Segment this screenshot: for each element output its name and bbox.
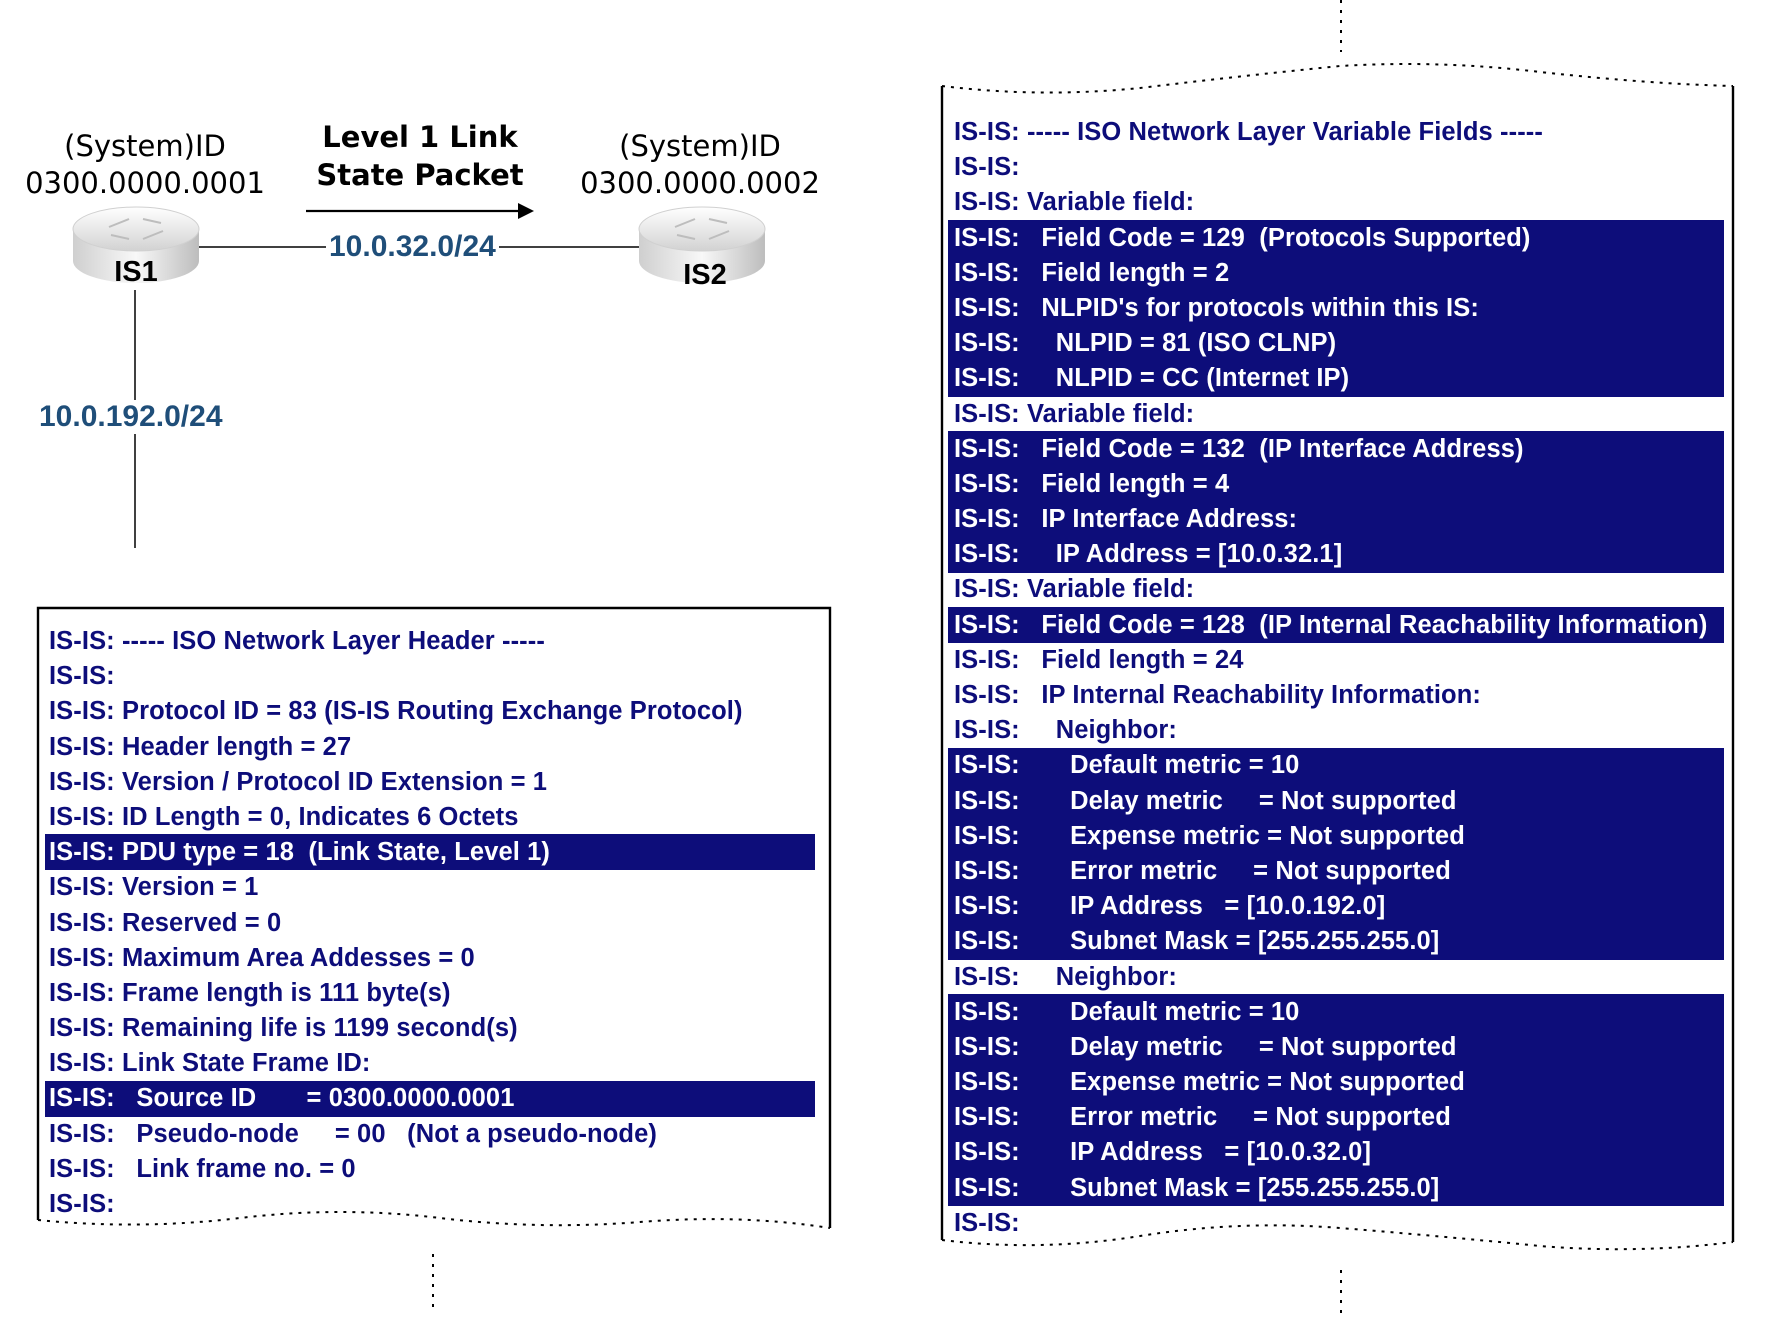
trace-text: Frame length is 111 byte(s) xyxy=(114,978,451,1007)
trace-prefix: IS-IS: xyxy=(954,856,1020,885)
trace-text: NLPID = CC (Internet IP) xyxy=(1019,364,1350,393)
trace-text: Expense metric = Not supported xyxy=(1019,821,1465,850)
highlighted-trace-line xyxy=(954,1065,1707,1100)
is2-id-caption: (System)ID xyxy=(619,129,781,163)
trace-text: Variable field: xyxy=(1019,575,1195,604)
trace-line xyxy=(954,150,1707,185)
trace-prefix: IS-IS: xyxy=(954,540,1020,569)
is2-id-value: 0300.0000.0002 xyxy=(580,166,820,200)
trace-prefix: IS-IS: xyxy=(954,1068,1020,1097)
is2-name: IS2 xyxy=(683,259,727,291)
highlighted-trace-line xyxy=(954,537,1707,572)
packet-label-line2: State Packet xyxy=(316,158,524,192)
trace-text: Neighbor: xyxy=(1019,962,1178,991)
highlighted-trace-line xyxy=(954,1030,1707,1065)
highlighted-trace-line xyxy=(954,924,1707,959)
variable-panel xyxy=(954,115,1707,1241)
highlighted-trace-line xyxy=(954,326,1707,361)
trace-prefix: IS-IS: xyxy=(954,223,1020,252)
highlighted-trace-line xyxy=(954,221,1707,256)
highlighted-trace-line xyxy=(954,291,1707,326)
trace-text: IP Interface Address: xyxy=(1019,505,1298,534)
trace-text: Header length = 27 xyxy=(114,732,352,761)
trace-prefix: IS-IS: xyxy=(954,962,1020,991)
trace-prefix: IS-IS: xyxy=(49,838,115,867)
trace-prefix: IS-IS: xyxy=(49,697,115,726)
trace-text: Delay metric = Not supported xyxy=(1019,786,1457,815)
trace-prefix: IS-IS: xyxy=(954,892,1020,921)
highlighted-trace-line xyxy=(954,467,1707,502)
trace-prefix: IS-IS: xyxy=(954,118,1020,146)
trace-text: Neighbor: xyxy=(1019,716,1178,745)
highlighted-trace-line xyxy=(954,432,1707,467)
trace-prefix: IS-IS: xyxy=(954,645,1020,674)
trace-prefix: IS-IS: xyxy=(49,732,115,761)
highlighted-trace-line xyxy=(954,1135,1707,1170)
trace-line xyxy=(954,643,1707,678)
trace-text: Link State Frame ID: xyxy=(114,1049,371,1078)
trace-prefix: IS-IS: xyxy=(954,153,1020,182)
trace-text: IP Internal Reachability Information: xyxy=(1019,681,1481,709)
trace-prefix: IS-IS: xyxy=(954,364,1020,393)
trace-text: ID Length = 0, Indicates 6 Octets xyxy=(114,802,519,831)
trace-text: IP Address = [10.0.32.0] xyxy=(1019,1138,1372,1167)
trace-prefix: IS-IS: xyxy=(954,716,1020,745)
trace-text: Delay metric = Not supported xyxy=(1019,1032,1457,1061)
highlighted-trace-line xyxy=(954,784,1707,819)
trace-prefix: IS-IS: xyxy=(954,293,1020,322)
trace-prefix: IS-IS: xyxy=(954,1173,1020,1202)
trace-prefix: IS-IS: xyxy=(954,1032,1020,1061)
trace-line xyxy=(954,678,1707,713)
trace-text: Remaining life is 1199 second(s) xyxy=(114,1014,518,1043)
trace-text: Field Code = 128 (IP Internal Reachability Information) xyxy=(1019,610,1708,639)
trace-prefix: IS-IS: xyxy=(954,927,1020,956)
trace-prefix: IS-IS: xyxy=(49,978,115,1007)
trace-prefix: IS-IS: xyxy=(49,662,115,691)
highlighted-trace-line xyxy=(954,1100,1707,1135)
trace-prefix: IS-IS: xyxy=(49,767,115,796)
trace-line xyxy=(954,1206,1707,1241)
trace-prefix: IS-IS: xyxy=(954,575,1020,604)
highlighted-trace-line xyxy=(954,361,1707,396)
highlighted-trace-line xyxy=(954,608,1707,643)
trace-text: Source ID = 0300.0000.0001 xyxy=(114,1084,515,1113)
trace-text: PDU type = 18 (Link State, Level 1) xyxy=(114,838,551,867)
trace-prefix: IS-IS: xyxy=(954,399,1020,428)
trace-text: Expense metric = Not supported xyxy=(1019,1068,1465,1097)
trace-prefix: IS-IS: xyxy=(954,1208,1020,1237)
trace-line xyxy=(954,115,1707,150)
trace-prefix: IS-IS: xyxy=(954,610,1020,639)
trace-prefix: IS-IS: xyxy=(954,258,1020,287)
trace-line xyxy=(954,713,1707,748)
highlighted-trace-line xyxy=(954,889,1707,924)
stub-network-label: 10.0.192.0/24 xyxy=(36,400,226,434)
trace-prefix: IS-IS: xyxy=(49,908,115,937)
trace-prefix: IS-IS: xyxy=(954,505,1020,534)
link-network-label: 10.0.32.0/24 xyxy=(326,230,499,264)
trace-text: Maximum Area Addesses = 0 xyxy=(114,943,475,972)
trace-text: Field Code = 132 (IP Interface Address) xyxy=(1019,434,1524,463)
trace-text: Field length = 4 xyxy=(1019,469,1230,498)
is1-id-value: 0300.0000.0001 xyxy=(25,166,265,200)
trace-text: NLPID = 81 (ISO CLNP) xyxy=(1019,329,1337,358)
trace-prefix: IS-IS: xyxy=(49,1154,115,1183)
trace-prefix: IS-IS: xyxy=(954,821,1020,850)
trace-prefix: IS-IS: xyxy=(49,1014,115,1043)
is1-name: IS1 xyxy=(114,256,158,288)
packet-label-line1: Level 1 Link xyxy=(322,120,518,154)
trace-line xyxy=(954,397,1707,432)
trace-text: Subnet Mask = [255.255.255.0] xyxy=(1019,927,1440,956)
trace-text: NLPID's for protocols within this IS: xyxy=(1019,293,1479,322)
trace-prefix: IS-IS: xyxy=(954,469,1020,498)
trace-line xyxy=(954,572,1707,607)
trace-prefix: IS-IS: xyxy=(49,1084,115,1113)
trace-text: Field Code = 129 (Protocols Supported) xyxy=(1019,223,1531,252)
highlighted-trace-line xyxy=(954,502,1707,537)
trace-prefix: IS-IS: xyxy=(49,1119,115,1148)
trace-text: Default metric = 10 xyxy=(1019,997,1300,1026)
trace-prefix: IS-IS: xyxy=(954,681,1020,709)
trace-line xyxy=(954,185,1707,220)
highlighted-trace-line xyxy=(954,995,1707,1030)
trace-text: Variable field: xyxy=(1019,188,1195,217)
highlighted-trace-line xyxy=(954,1171,1707,1206)
trace-text: Error metric = Not supported xyxy=(1019,1103,1451,1132)
trace-text: Subnet Mask = [255.255.255.0] xyxy=(1019,1173,1440,1202)
trace-text: Protocol ID = 83 (IS-IS Routing Exchange Protocol) xyxy=(114,697,743,726)
trace-prefix: IS-IS: xyxy=(954,1103,1020,1132)
trace-text: Version / Protocol ID Extension = 1 xyxy=(114,767,548,796)
trace-text: Version = 1 xyxy=(114,873,259,902)
trace-text: IP Address = [10.0.32.1] xyxy=(1019,540,1343,569)
highlighted-trace-line xyxy=(954,819,1707,854)
trace-text: Link frame no. = 0 xyxy=(114,1154,356,1183)
trace-prefix: IS-IS: xyxy=(49,873,115,902)
trace-text: Pseudo-node = 00 (Not a pseudo-node) xyxy=(114,1119,657,1148)
trace-text: Variable field: xyxy=(1019,399,1195,428)
highlighted-trace-line xyxy=(954,748,1707,783)
trace-prefix: IS-IS: xyxy=(954,751,1020,780)
trace-prefix: IS-IS: xyxy=(954,329,1020,358)
trace-text: ----- ISO Network Layer Variable Fields ----- xyxy=(1019,118,1543,146)
trace-prefix: IS-IS: xyxy=(49,1049,115,1078)
trace-prefix: IS-IS: xyxy=(49,943,115,972)
trace-prefix: IS-IS: xyxy=(954,786,1020,815)
trace-text: Reserved = 0 xyxy=(114,908,282,937)
highlighted-trace-line xyxy=(954,256,1707,291)
trace-prefix: IS-IS: xyxy=(954,188,1020,217)
highlighted-trace-line xyxy=(954,854,1707,889)
trace-text: ----- ISO Network Layer Header ----- xyxy=(114,627,545,655)
trace-prefix: IS-IS: xyxy=(954,997,1020,1026)
trace-prefix: IS-IS: xyxy=(49,802,115,831)
trace-text: IP Address = [10.0.192.0] xyxy=(1019,892,1386,921)
trace-prefix: IS-IS: xyxy=(954,434,1020,463)
is1-id-caption: (System)ID xyxy=(64,129,226,163)
trace-prefix: IS-IS: xyxy=(49,1190,115,1218)
trace-text: Error metric = Not supported xyxy=(1019,856,1451,885)
trace-prefix: IS-IS: xyxy=(954,1138,1020,1167)
trace-text: Field length = 2 xyxy=(1019,258,1230,287)
trace-text: Default metric = 10 xyxy=(1019,751,1300,780)
trace-line xyxy=(954,960,1707,995)
trace-prefix: IS-IS: xyxy=(49,627,115,655)
trace-text: Field length = 24 xyxy=(1019,645,1244,674)
